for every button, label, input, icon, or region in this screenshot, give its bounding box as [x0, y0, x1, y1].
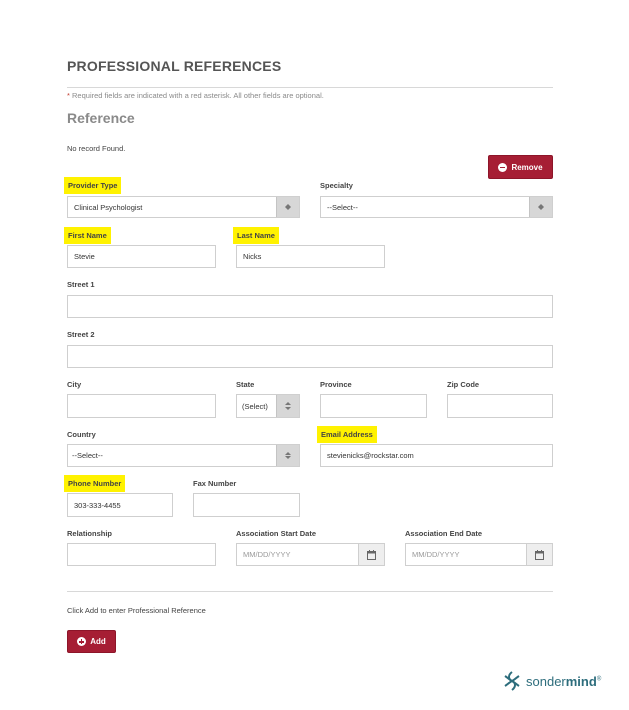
sondermind-logo — [502, 670, 601, 692]
assoc-end-label: Association End Date — [405, 529, 483, 538]
country-label: Country — [67, 430, 96, 439]
calendar-icon[interactable] — [358, 544, 384, 565]
logo-text — [526, 674, 601, 689]
assoc-start-label: Association Start Date — [236, 529, 317, 538]
province-label: Province — [320, 380, 352, 389]
title-divider — [67, 87, 553, 88]
spinner-arrows-icon[interactable] — [529, 197, 552, 217]
minus-circle-icon — [498, 163, 507, 172]
reference-heading: Reference — [67, 110, 135, 126]
logo-text-light: sonder — [526, 673, 566, 689]
first-name-label: First Name — [67, 231, 111, 241]
sondermind-logo-icon — [502, 670, 522, 692]
provider-type-label: Provider Type — [67, 181, 121, 191]
last-name-value: Nicks — [243, 252, 262, 261]
calendar-icon[interactable] — [526, 544, 552, 565]
logo-registered: ® — [596, 676, 602, 683]
country-select[interactable] — [67, 444, 300, 467]
add-button[interactable] — [67, 630, 116, 653]
last-name-input[interactable] — [236, 245, 385, 268]
plus-circle-icon — [77, 637, 86, 646]
required-asterisk: * — [67, 91, 70, 100]
bottom-divider — [67, 591, 553, 592]
click-add-note: Click Add to enter Professional Reference — [67, 606, 206, 615]
provider-type-select[interactable] — [67, 196, 300, 218]
state-select[interactable] — [236, 394, 300, 418]
zip-input[interactable] — [447, 394, 553, 418]
assoc-start-placeholder: MM/DD/YYYY — [243, 550, 291, 559]
required-note-text: Required fields are indicated with a red asterisk. All other fields are optional. — [72, 91, 324, 100]
city-label: City — [67, 380, 82, 389]
assoc-start-date-input[interactable] — [236, 543, 385, 566]
city-input[interactable] — [67, 394, 216, 418]
province-input[interactable] — [320, 394, 427, 418]
email-label: Email Address — [320, 430, 377, 440]
remove-button-label: Remove — [511, 162, 543, 172]
phone-value: 303-333-4455 — [74, 500, 121, 510]
street1-input[interactable] — [67, 295, 553, 318]
add-button-label: Add — [90, 637, 106, 646]
street2-input[interactable] — [67, 345, 553, 368]
fax-label: Fax Number — [193, 479, 237, 488]
no-record-text: No record Found. — [67, 144, 126, 153]
assoc-end-date-input[interactable] — [405, 543, 553, 566]
street1-label: Street 1 — [67, 280, 95, 289]
country-value: --Select-- — [72, 451, 103, 460]
first-name-value: Stevie — [74, 252, 95, 261]
provider-type-value: Clinical Psychologist — [74, 202, 143, 212]
required-note — [67, 91, 324, 100]
relationship-label: Relationship — [67, 529, 113, 538]
email-input[interactable] — [320, 444, 553, 467]
specialty-value: --Select-- — [327, 202, 358, 212]
first-name-input[interactable] — [67, 245, 216, 268]
email-value: stevienicks@rockstar.com — [327, 451, 414, 460]
spinner-arrows-icon[interactable] — [276, 445, 299, 466]
logo-text-bold: mind — [565, 673, 597, 689]
remove-button[interactable] — [488, 155, 553, 179]
zip-label: Zip Code — [447, 380, 480, 389]
state-value: (Select) — [242, 401, 268, 411]
assoc-end-placeholder: MM/DD/YYYY — [412, 550, 460, 559]
phone-input[interactable] — [67, 493, 173, 517]
street2-label: Street 2 — [67, 330, 95, 339]
spinner-arrows-icon[interactable] — [276, 395, 299, 417]
last-name-label: Last Name — [236, 231, 279, 241]
relationship-input[interactable] — [67, 543, 216, 566]
spinner-arrows-icon[interactable] — [276, 197, 299, 217]
state-label: State — [236, 380, 255, 389]
phone-label: Phone Number — [67, 479, 125, 489]
section-title: PROFESSIONAL REFERENCES — [67, 58, 282, 74]
specialty-label: Specialty — [320, 181, 353, 190]
fax-input[interactable] — [193, 493, 300, 517]
specialty-select[interactable] — [320, 196, 553, 218]
